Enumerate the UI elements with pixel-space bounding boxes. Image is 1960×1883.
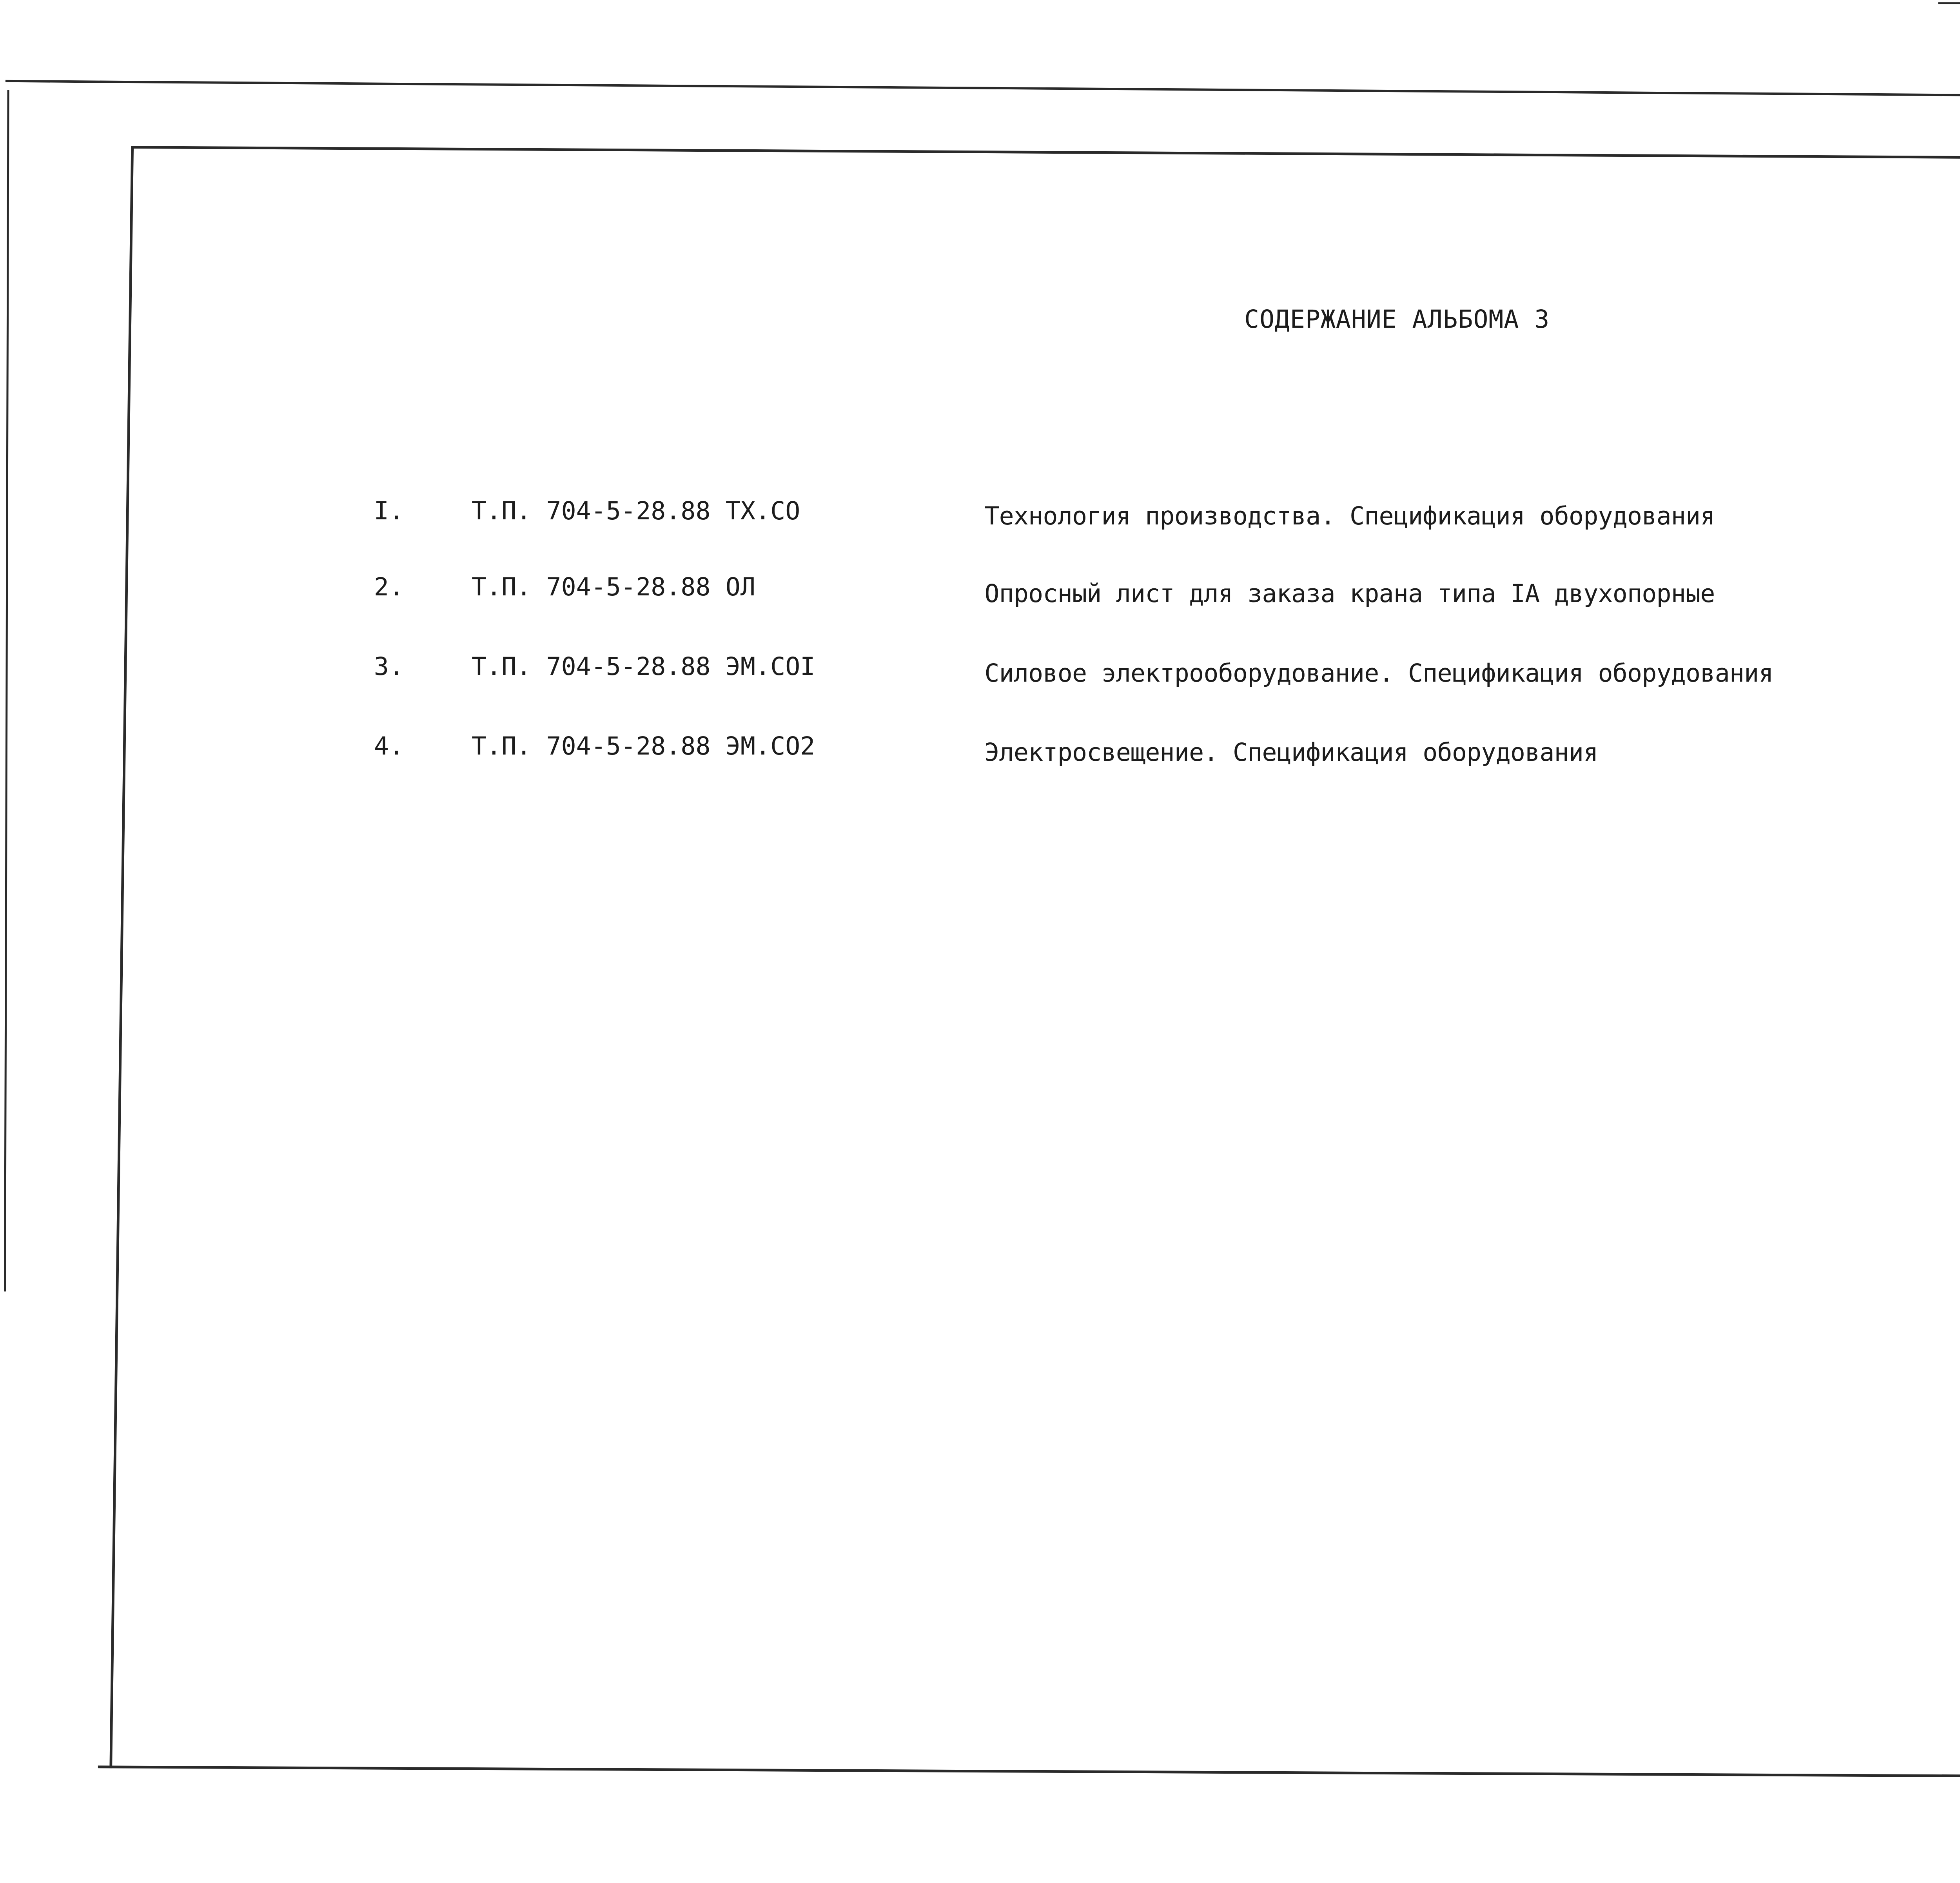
item-number: 2.	[374, 572, 404, 602]
item-description: Электросвещение. Спецификация оборудования	[984, 738, 1598, 767]
item-number: 4.	[374, 731, 404, 760]
item-number: I.	[374, 496, 404, 526]
item-code: Т.П. 704-5-28.88 ТХ.СО	[471, 496, 800, 526]
page-title: СОДЕРЖАНИЕ АЛЬБОМА 3	[1244, 304, 1550, 334]
item-description: Силовое электрооборудование. Спецификация оборудования	[984, 658, 1773, 688]
item-code: Т.П. 704-5-28.88 ОЛ	[471, 572, 755, 602]
item-description: Опросный лист для заказа крана типа IA двухопорные	[984, 579, 1715, 608]
item-number: 3.	[374, 651, 404, 681]
item-code: Т.П. 704-5-28.88 ЭМ.СО2	[471, 731, 815, 760]
item-description: Технология производства. Спецификация оборудования	[984, 501, 1715, 530]
item-code: Т.П. 704-5-28.88 ЭМ.СОI	[471, 651, 815, 681]
